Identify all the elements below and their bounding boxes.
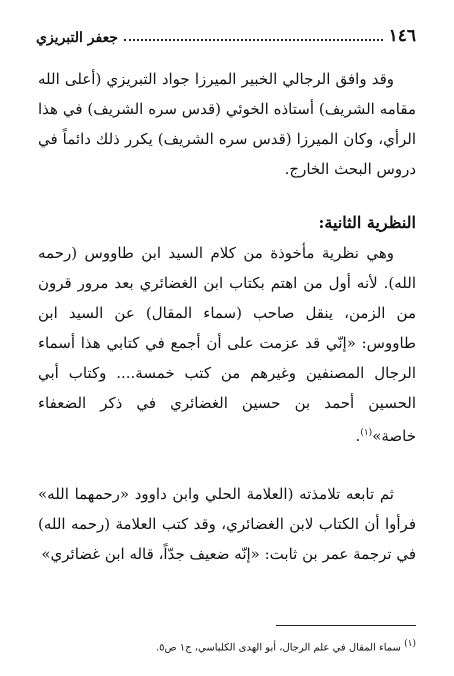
running-title: جعفر التبريزي bbox=[36, 30, 118, 46]
footnote bbox=[38, 636, 416, 656]
paragraph: وقد وافق الرجالي الخبير الميرزا جواد التبريزي (أعلى الله مقامه الشريف) أستاذه الخوئي (قدس سره الشريف) في هذا الرأي، وكان الميرزا (قدس سره الشريف) يكرر ذلك دائماً في دروس البحث الخارج. bbox=[38, 70, 416, 178]
page-body bbox=[38, 64, 416, 569]
page-header bbox=[36, 20, 416, 46]
footnote-divider bbox=[276, 625, 416, 626]
paragraph-end: . bbox=[355, 427, 361, 445]
footnote-marker: (١) bbox=[404, 639, 416, 649]
paragraph bbox=[38, 238, 416, 451]
header-leader-dots bbox=[124, 39, 383, 41]
footnote-reference[interactable]: (١) bbox=[360, 428, 373, 438]
footnote-text: سماء المقال في علم الرجال، أبو الهدى الكلباسي، ج١ ص٥. bbox=[155, 642, 401, 654]
paragraph-text: وهي نظرية مأخوذة من كلام السيد ابن طاووس (رحمه الله). لأنه أول من اهتم بكتاب ابن الغضائري بعد مرور قرون من الزمن، ينقل صاحب (سماء المقال) عن السيد ابن طاووس: «إنّي قد عزمت على أن أجمع في كتابي هذا أسماء الرجال المصنفين وغيرهم من كتب خمسة.... وكتاب أبي الحسين أحمد بن حسين الغضائري في ذكر الضعفاء خاصة» bbox=[38, 244, 416, 445]
section-heading: النظرية الثانية: bbox=[318, 213, 416, 232]
page-number: ١٤٦ bbox=[388, 26, 416, 46]
paragraph: ثم تابعه تلامذته (العلامة الحلي وابن داوود «رحمهما الله» فرأوا أن الكتاب لابن الغضائري، وقد كتب العلامة (رحمه الله) في ترجمة عمر بن ثابت: «إنّه ضعيف جدّاً، قاله ابن غضائري» bbox=[38, 485, 416, 563]
